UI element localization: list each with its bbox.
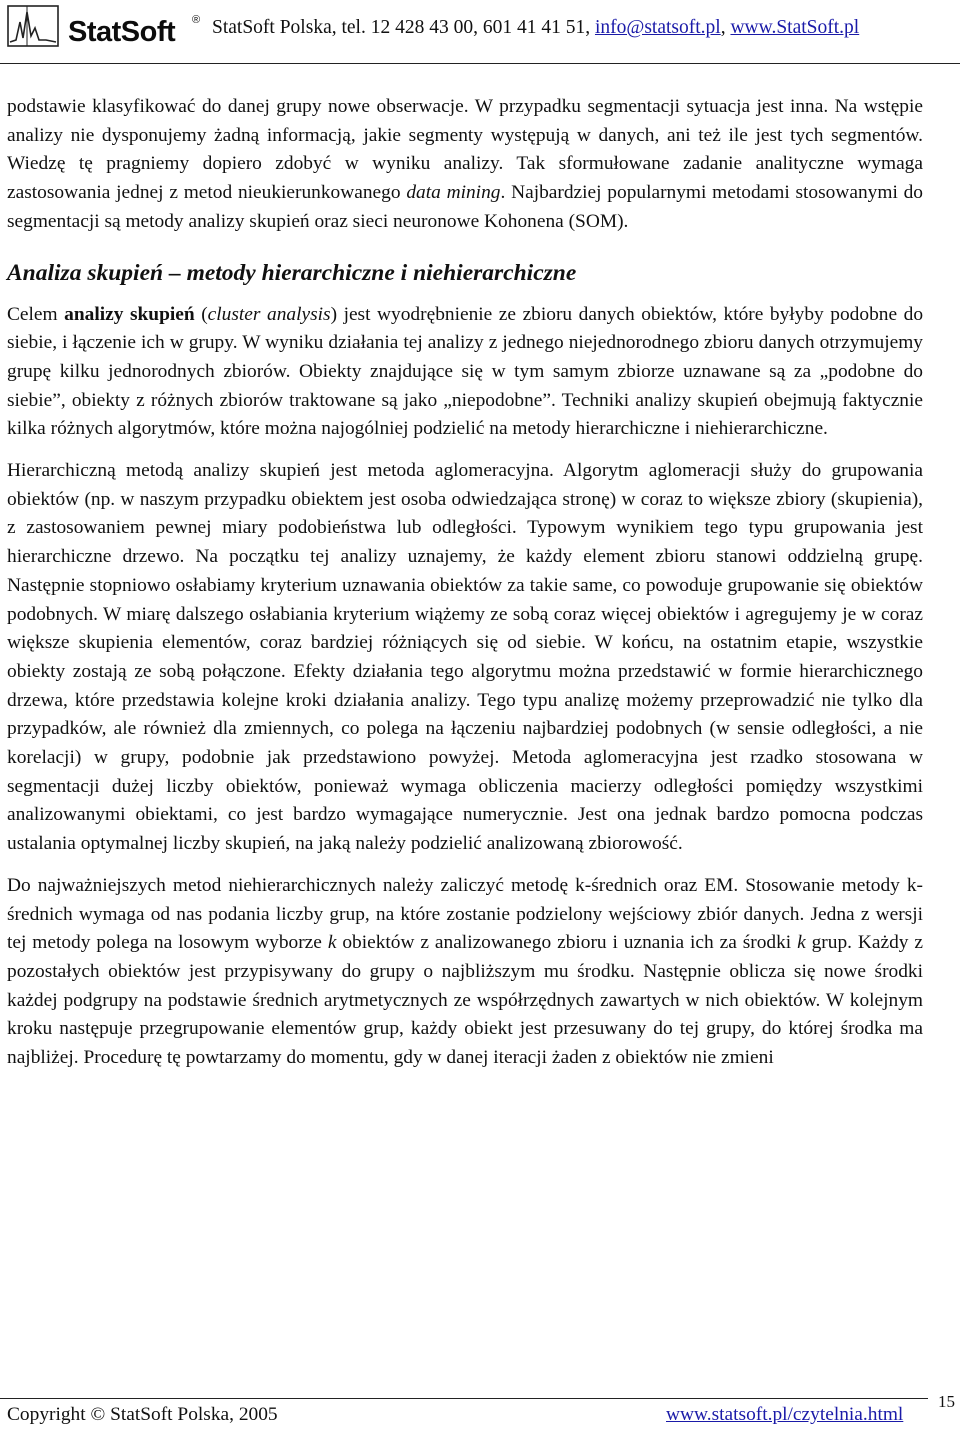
footer-copyright: Copyright © StatSoft Polska, 2005 bbox=[7, 1404, 278, 1425]
p4-italic-k-2: k bbox=[797, 932, 806, 954]
footer-divider bbox=[0, 1398, 928, 1399]
footer-link[interactable]: www.statsoft.pl/czytelnia.html bbox=[666, 1404, 904, 1425]
logo-text: StatSoft bbox=[68, 16, 176, 48]
page-number: 15 bbox=[938, 1392, 955, 1411]
registered-mark: ® bbox=[192, 14, 201, 26]
p2-bold-term: analizy skupień bbox=[64, 303, 195, 325]
hierarchical-paragraph: Hierarchiczną metodą analizy skupień jest metoda aglomeracyjna. Algorytm aglomeracji służy do grupowania obiektów (np. w naszym przypadku obiektem jest osoba odwiedzająca stronę) w coraz to większe zbiory (skupienia), z zastosowaniem pewnej miary podobieństwa lub odległości. Typowym wynikiem tego typu grupowania jest hierarchiczne drzewo. Na początku tej analizy uznajemy, że każdy element zbioru stanowi oddzielną grupę. Następnie stopniowo osłabiamy kryterium uznawania obiektów za takie same, co powoduje grupowanie się obiektów podobnych. W miarę dalszego osłabiania kryterium wiążemy ze sobą coraz więcej obiektów i agregujemy je w coraz większe skupienia elementów, coraz bardziej różniących się od siebie. W końcu, na ostatnim etapie, wszystkie obiekty zostają ze sobą połączone. Efekty działania tego algorytmu można przedstawić w formie hierarchicznego drzewa, które przedstawia kolejne kroki działania analizy. Tego typu analizę możemy przeprowadzić nie tylko dla przypadków, ale również dla zmiennych, co polega na łączeniu najbardziej podobnych (w sensie odległości, a nie korelacji) w grupy, podobnie jak przedstawiono powyżej. Metoda aglomeracyjna jest rzadko stosowana w segmentacji dużej liczby obiektów, ponieważ wymaga obliczenia macierzy odległości pomiędzy wszystkimi analizowanymi obiektami, co jest bardzo wymagające numerycznie. Jest ona jednak bardzo pomocna podczas ustalania optymalnej liczby skupień, na jaką należy podzielić analizowaną zbiorowość. bbox=[7, 460, 923, 855]
intro-paragraph bbox=[7, 93, 923, 237]
p4-text-3: grup. Każdy z pozostałych obiektów jest przypisywany do grupy o najbliższym mu środku. Następnie oblicza się nowe środki każdej podgrupy na podstawie średnich arytmetycznych ze współrzędnych zawartych w nich obiektów. W kolejnym kroku następuje przegrupowanie elementów grup, każdy obiekt jest przesuwany do tej grupy, do której środka ma najbliżej. Procedurę tę powtarzamy do momentu, gdy w danej iteracji żaden z obiektów nie zmieni bbox=[7, 932, 924, 1069]
intro-text-1: podstawie klasyfikować do danej grupy nowe obserwacje. W przypadku segmentacji sytuacja jest inna. Na wstępie analizy nie dysponujemy żadną informacją, jakie segmenty występują w danych, ani też ile jest tych segmentów. Wiedzę tę pragniemy dopiero zdobyć w wyniku analizy. Tak sformułowane zadanie analityczne wymaga zastosowania jednej z metod nieukierunkowanego bbox=[7, 96, 923, 204]
kmeans-paragraph bbox=[7, 872, 923, 1073]
main-content bbox=[7, 93, 923, 1073]
statsoft-logo[interactable] bbox=[6, 2, 206, 52]
intro-text-2: . Najbardziej popularnymi metodami stosowanymi do segmentacji są metody analizy skupień oraz sieci neuronowe Kohonena (SOM). bbox=[7, 182, 924, 232]
page-header bbox=[0, 0, 960, 62]
p2-text-1: Celem bbox=[7, 303, 65, 325]
p4-text-1: Do najważniejszych metod niehierarchicznych należy zaliczyć metodę k-średnich oraz EM. Stosowanie metody k-średnich wymaga od nas podania liczby grup, na które zostanie podzielony wejściowy zbiór danych. Jedna z wersji tej metody polega na losowym wyborze bbox=[7, 874, 923, 954]
p2-italic-term: cluster analysis bbox=[207, 303, 331, 325]
statsoft-chart-logo-icon bbox=[6, 2, 66, 52]
p2-text-3: ) jest wyodrębnienie ze zbioru danych obiektów, które byłyby podobne do siebie, i łączenie ich w grupy. W wyniku działania tej analizy z jednego niejednorodnego zbioru danych otrzymujemy grupę kilku jednorodnych zbiorów. Obiekty znajdujące się w tym samym zbiorze uznawane są za „podobne do siebie”, obiekty z różnych zbiorów traktowane są jako „niepodobne”. Techniki analizy skupień obejmują faktycznie kilka różnych algorytmów, które można najogólniej podzielić na metody hierarchiczne i niehierarchiczne. bbox=[7, 303, 924, 440]
email-link[interactable]: info@statsoft.pl bbox=[594, 17, 721, 38]
header-divider bbox=[0, 63, 960, 64]
p4-italic-k-1: k bbox=[327, 932, 337, 954]
cluster-analysis-paragraph bbox=[7, 301, 923, 445]
contact-separator: , bbox=[720, 17, 731, 38]
p2-text-2: ( bbox=[194, 303, 208, 325]
website-link[interactable]: www.StatSoft.pl bbox=[730, 17, 860, 38]
contact-text: StatSoft Polska, tel. 12 428 43 00, 601 41 41 51, bbox=[212, 17, 595, 38]
intro-italic-term: data mining bbox=[406, 182, 501, 204]
section-heading: Analiza skupień – metody hierarchiczne i niehierarchiczne bbox=[7, 259, 577, 286]
header-contact bbox=[212, 17, 859, 39]
p4-text-2: obiektów z analizowanego zbioru i uznania ich za środki bbox=[336, 932, 798, 954]
